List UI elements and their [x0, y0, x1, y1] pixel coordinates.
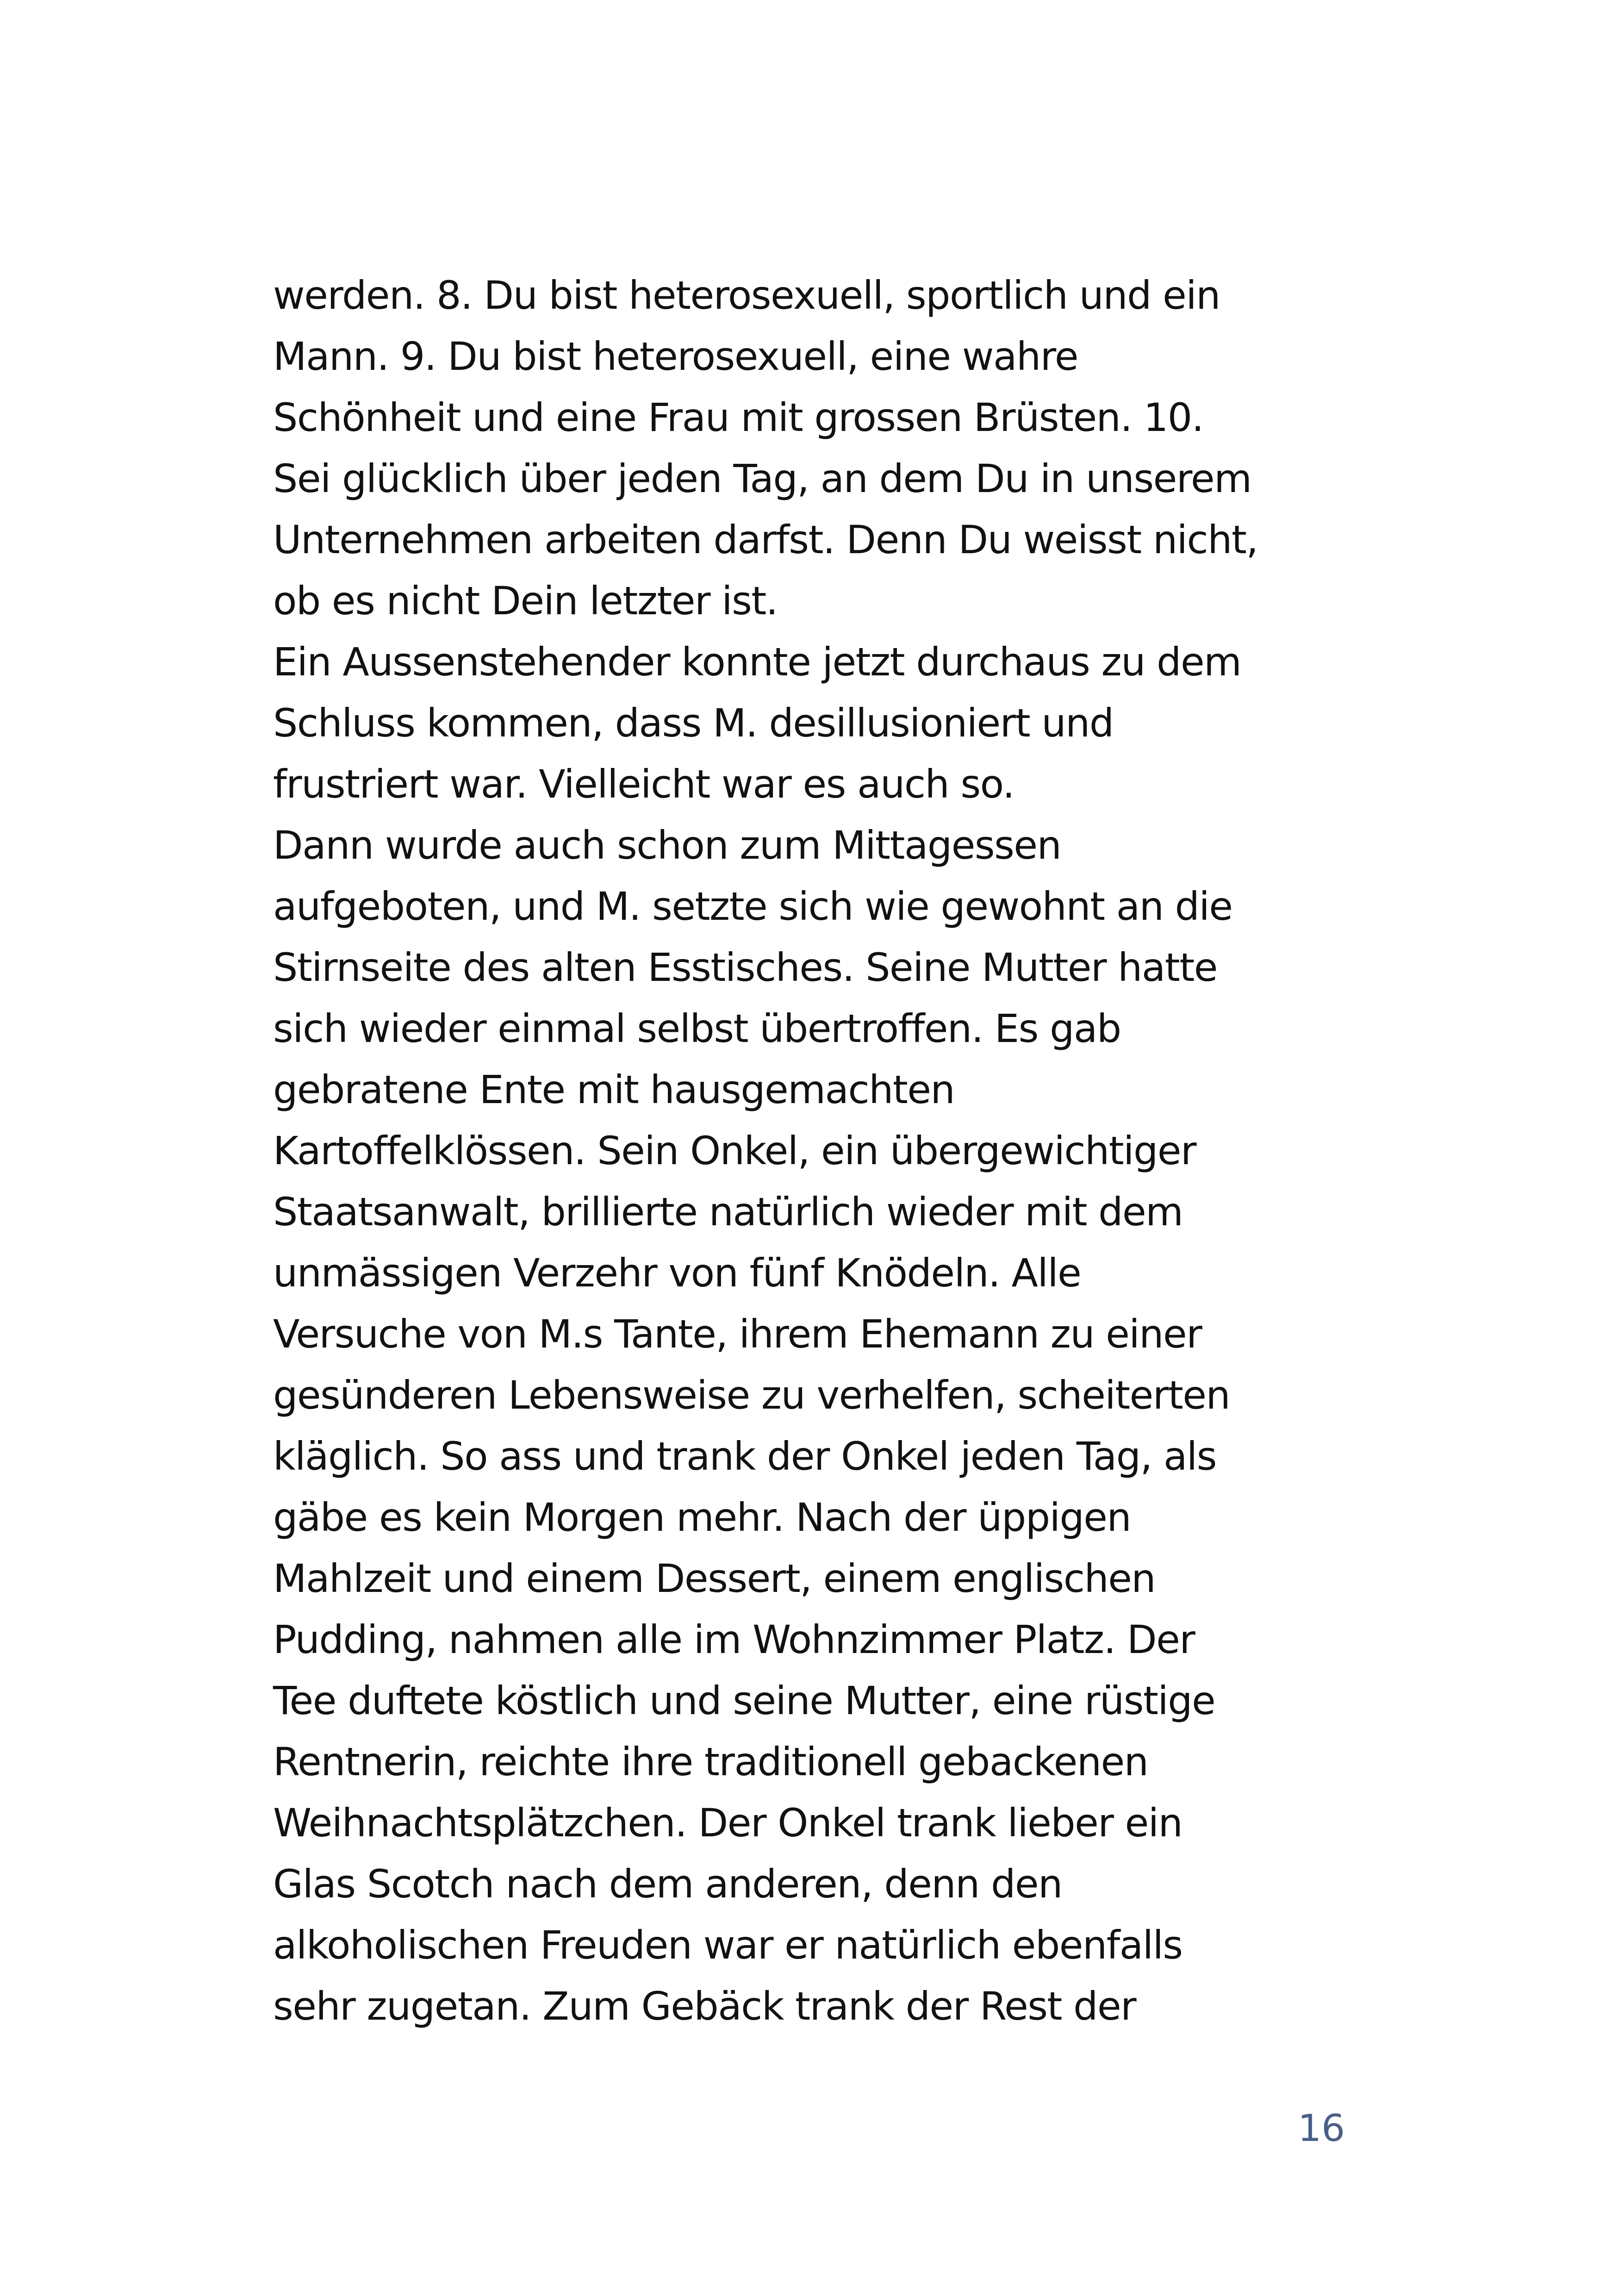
- text-line: Ein Aussenstehender konnte jetzt durchaus zu dem: [273, 639, 1241, 685]
- text-line: Tee duftete köstlich und seine Mutter, eine rüstige: [273, 1678, 1215, 1723]
- text-line: Rentnerin, reichte ihre traditionell gebackenen: [273, 1739, 1148, 1784]
- text-line: Weihnachtsplätzchen. Der Onkel trank lieber ein: [273, 1800, 1182, 1846]
- text-line: sehr zugetan. Zum Gebäck trank der Rest der: [273, 1984, 1136, 2029]
- body-text: [273, 265, 1402, 2037]
- text-line: Schluss kommen, dass M. desillusioniert und: [273, 700, 1114, 746]
- text-line: gäbe es kein Morgen mehr. Nach der üppigen: [273, 1495, 1131, 1540]
- text-line: ob es nicht Dein letzter ist.: [273, 578, 778, 624]
- text-line: gebratene Ente mit hausgemachten: [273, 1067, 955, 1112]
- text-line: Sei glücklich über jeden Tag, an dem Du in unserem: [273, 456, 1251, 501]
- text-line: Unternehmen arbeiten darfst. Denn Du weisst nicht,: [273, 517, 1258, 562]
- text-line: alkoholischen Freuden war er natürlich ebenfalls: [273, 1922, 1182, 1968]
- page-number: 16: [1298, 2107, 1345, 2150]
- text-line: Schönheit und eine Frau mit grossen Brüsten. 10.: [273, 395, 1203, 440]
- text-line: unmässigen Verzehr von fünf Knödeln. Alle: [273, 1250, 1081, 1296]
- text-line: aufgeboten, und M. setzte sich wie gewohnt an die: [273, 884, 1232, 929]
- text-line: Versuche von M.s Tante, ihrem Ehemann zu einer: [273, 1311, 1202, 1357]
- text-line: Pudding, nahmen alle im Wohnzimmer Platz. Der: [273, 1617, 1195, 1662]
- text-line: frustriert war. Vielleicht war es auch so.: [273, 761, 1014, 807]
- text-line: Glas Scotch nach dem anderen, denn den: [273, 1861, 1062, 1907]
- text-line: Stirnseite des alten Esstisches. Seine Mutter hatte: [273, 945, 1217, 990]
- text-line: Staatsanwalt, brillierte natürlich wieder mit dem: [273, 1189, 1183, 1235]
- text-line: kläglich. So ass und trank der Onkel jeden Tag, als: [273, 1434, 1217, 1479]
- text-line: sich wieder einmal selbst übertroffen. Es gab: [273, 1006, 1121, 1051]
- text-line: Dann wurde auch schon zum Mittagessen: [273, 823, 1061, 868]
- text-line: Kartoffelklössen. Sein Onkel, ein übergewichtiger: [273, 1128, 1196, 1173]
- text-line: Mann. 9. Du bist heterosexuell, eine wahre: [273, 334, 1078, 379]
- text-line: Mahlzeit und einem Dessert, einem englischen: [273, 1556, 1156, 1601]
- text-line: gesünderen Lebensweise zu verhelfen, scheiterten: [273, 1373, 1230, 1418]
- text-line: werden. 8. Du bist heterosexuell, sportlich und ein: [273, 273, 1220, 318]
